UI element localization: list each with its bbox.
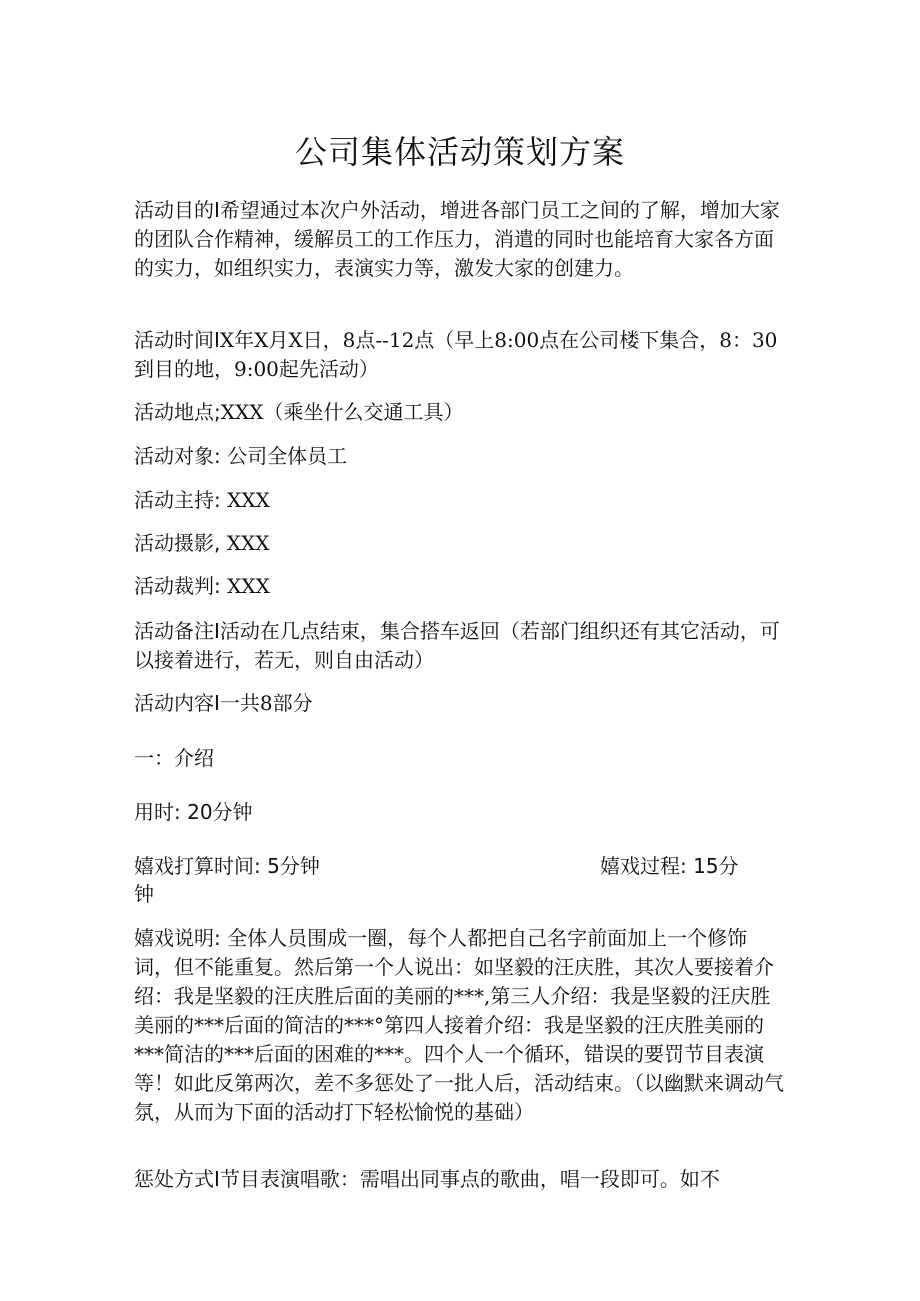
host-paragraph [134,486,784,515]
photo-paragraph [134,529,784,558]
content-paragraph [134,689,784,718]
game-description-paragraph [134,924,784,1127]
game-description-label: 嬉戏说明: [134,926,221,950]
location-paragraph [134,398,784,427]
document-title: 公司集体活动策划方案 [294,133,625,171]
target-text: 公司全体员工 [220,444,348,468]
judge-paragraph [134,572,784,601]
host-text: XXX [220,488,270,512]
purpose-text: 希望通过本次户外活动，增进各部门员工之间的了解，增加大家的团队合作精神，缓解员工的工作压力，消遣的同时也能培育大家各方面的实力，如组织实力，表演实力等，激发大家的创建力。 [134,198,780,280]
purpose-paragraph [134,196,784,283]
penalty-text: 节目表演唱歌：需唱出同事点的歌曲，唱一段即可。如不 [219,1167,720,1191]
section-heading: 一：介绍 [134,746,214,770]
judge-label: 活动裁判: [134,574,221,598]
notes-paragraph [134,617,784,675]
time-label: 活动时间I [134,328,220,352]
notes-text: 活动在几点结束，集合搭车返回（若部门组织还有其它活动，可以接着进行，若无，则自由活动） [134,619,780,672]
content-text: 一共8部分 [219,691,313,715]
planned-time: 嬉戏打算时间: 5分钟 [134,854,320,878]
section-duration: 用时: 20分钟 [134,800,253,824]
content-label: 活动内容I [134,691,220,715]
notes-label: 活动备注I [134,619,220,643]
target-paragraph [134,442,784,471]
judge-text: XXX [220,574,270,598]
photo-text: XXX [220,531,270,555]
host-label: 活动主持: [134,488,221,512]
time-text: X年X月X日，8点--12点（早上8:00点在公司楼下集合，8：30到目的地，9:00起先活动） [134,328,778,381]
location-text: XXX（乘坐什么交通工具） [220,400,464,424]
time-paragraph [134,326,784,384]
penalty-paragraph [134,1165,794,1194]
game-description-text: 全体人员围成一圈，每个人都把自己名字前面加上一个修饰词，但不能重复。然后第一个人说出：如坚毅的汪庆胜，其次人要接着介绍：我是坚毅的汪庆胜后面的美丽的***,第三人介绍：我是坚毅的汪庆胜美丽的***后面的简洁的***°第四人接着介绍：我是坚毅的汪庆胜美丽的***简洁的***后面的困难的***。四个人一个循环，错误的要罚节目表演等！如此反第两次，差不多惩处了一批人后，活动结束。（以幽默来调动气氛，从而为下面的活动打下轻松愉悦的基础） [134,926,784,1124]
process-time-continued: 钟 [134,882,154,906]
penalty-label: 惩处方式I [134,1167,220,1191]
process-time: 嬉戏过程: 15分 [600,854,739,878]
target-label: 活动对象: [134,444,221,468]
photo-label: 活动摄影, [134,531,221,555]
purpose-label: 活动目的I [134,198,220,222]
location-label: 活动地点; [134,400,221,424]
